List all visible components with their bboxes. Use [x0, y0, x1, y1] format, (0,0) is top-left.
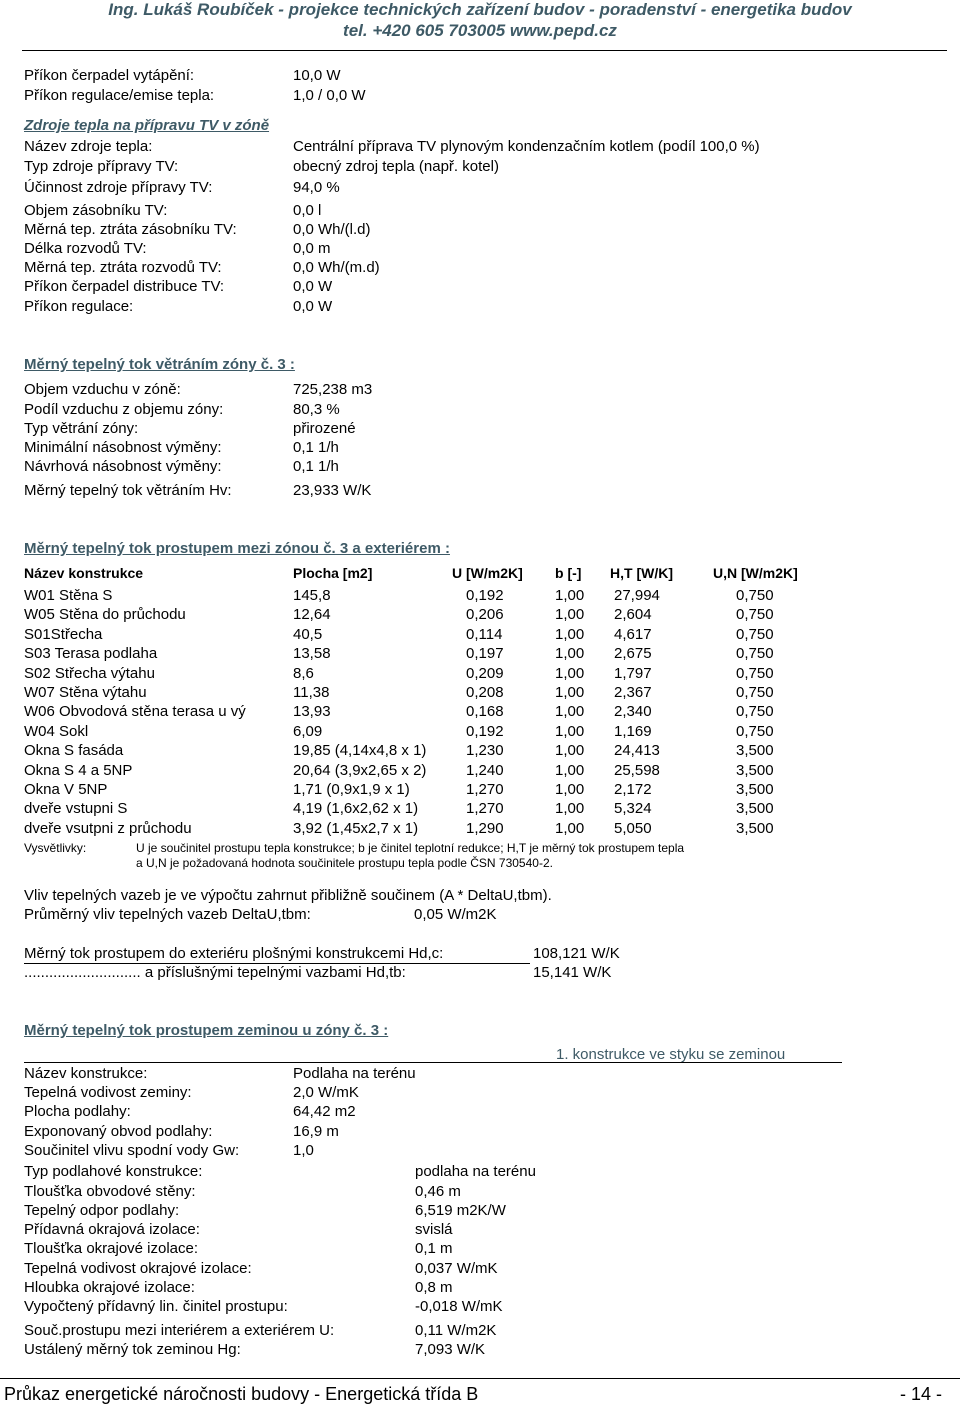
table-cell: S03 Terasa podlaha — [24, 645, 158, 662]
table-cell: 0,192 — [466, 723, 504, 740]
ground-label: Ustálený měrný tok zeminou Hg: — [24, 1341, 241, 1358]
ground-value: 0,8 m — [415, 1279, 453, 1296]
table-cell: 3,500 — [736, 800, 774, 817]
table-cell: 2,675 — [614, 645, 652, 662]
ground-label: Plocha podlahy: — [24, 1103, 131, 1120]
ground-value: 2,0 W/mK — [293, 1084, 359, 1101]
table-cell: 1,00 — [555, 781, 585, 798]
ground-title: Měrný tepelný tok prostupem zeminou u zóny č. 3 : — [24, 1022, 389, 1039]
table-cell: 2,367 — [614, 684, 652, 701]
table-cell: 1,00 — [555, 723, 585, 740]
table-cell: Okna S 4 a 5NP — [24, 762, 133, 779]
hdtb-value: 15,141 W/K — [533, 964, 612, 981]
ground-value: 0,11 W/m2K — [415, 1322, 497, 1339]
dhw-value: 0,0 m — [293, 240, 331, 257]
bridges-label: Průměrný vliv tepelných vazeb DeltaU,tbm: — [24, 906, 311, 923]
footer-page-number: - 14 - — [900, 1384, 943, 1404]
ground-label: Název konstrukce: — [24, 1065, 148, 1082]
ground-rule — [24, 1062, 842, 1063]
table-cell: 20,64 (3,9x2,65 x 2) — [293, 762, 427, 779]
ground-label: Součinitel vlivu spodní vody Gw: — [24, 1142, 240, 1159]
table-cell: 3,500 — [736, 820, 774, 837]
table-cell: 3,500 — [736, 781, 774, 798]
table-cell: 0,750 — [736, 606, 774, 623]
dhw-label: Příkon čerpadel distribuce TV: — [24, 278, 225, 295]
ground-value: -0,018 W/mK — [415, 1298, 503, 1315]
table-cell: 0,750 — [736, 665, 774, 682]
table-cell: 0,209 — [466, 665, 504, 682]
ventilation-label: Typ větrání zóny: — [24, 420, 139, 437]
column-header: Plocha [m2] — [293, 565, 373, 581]
table-cell: 0,114 — [466, 626, 503, 643]
ground-label: Hloubka okrajové izolace: — [24, 1279, 195, 1296]
table-cell: 0,197 — [466, 645, 504, 662]
table-cell: 1,00 — [555, 762, 585, 779]
table-cell: 0,750 — [736, 587, 774, 604]
table-cell: 8,6 — [293, 665, 314, 682]
table-cell: 4,19 (1,6x2,62 x 1) — [293, 800, 419, 817]
ground-value: 0,1 m — [415, 1240, 453, 1257]
hdtb-label: ............................ a příslušnými tepelnými vazbami Hd,tb: — [24, 964, 406, 981]
ground-label: Tloušťka okrajové izolace: — [24, 1240, 199, 1257]
table-cell: 2,172 — [614, 781, 652, 798]
legend-line-1: U je součinitel prostupu tepla konstrukce; b je činitel teplotní redukce; H,T je měrný tok prostupem tepla — [136, 841, 685, 855]
ground-label: Exponovaný obvod podlahy: — [24, 1123, 213, 1140]
column-header: H,T [W/K] — [610, 565, 673, 581]
table-cell: 1,00 — [555, 665, 585, 682]
table-cell: 24,413 — [614, 742, 660, 759]
table-cell: 12,64 — [293, 606, 331, 623]
table-cell: Okna S fasáda — [24, 742, 124, 759]
dhw-title: Zdroje tepla na přípravu TV v zóně — [24, 117, 270, 134]
ground-value: 0,46 m — [415, 1183, 461, 1200]
column-header: U,N [W/m2K] — [713, 565, 798, 581]
dhw-value: 94,0 % — [293, 179, 340, 196]
ground-label: Přídavná okrajová izolace: — [24, 1221, 200, 1238]
dhw-label: Název zdroje tepla: — [24, 138, 153, 155]
ground-label: Typ podlahové konstrukce: — [24, 1163, 203, 1180]
table-cell: 3,500 — [736, 742, 774, 759]
legend-line-2: a U,N je požadovaná hodnota součinitele prostupu tepla podle ČSN 730540-2. — [136, 856, 553, 870]
dhw-label: Měrná tep. ztráta rozvodů TV: — [24, 259, 222, 276]
table-cell: 0,168 — [466, 703, 504, 720]
table-cell: 4,617 — [614, 626, 652, 643]
table-cell: 0,208 — [466, 684, 504, 701]
ground-value: 16,9 m — [293, 1123, 339, 1140]
table-cell: 25,598 — [614, 762, 660, 779]
dhw-value: obecný zdroj tepla (např. kotel) — [293, 158, 499, 175]
ground-value: podlaha na terénu — [415, 1163, 536, 1180]
table-cell: 1,00 — [555, 684, 585, 701]
table-cell: 1,00 — [555, 742, 585, 759]
table-cell: 0,750 — [736, 645, 774, 662]
table-cell: 1,797 — [614, 665, 652, 682]
dhw-value: 0,0 Wh/(m.d) — [293, 259, 380, 276]
table-cell: S01Střecha — [24, 626, 103, 643]
table-cell: W07 Stěna výtahu — [24, 684, 147, 701]
table-cell: 13,58 — [293, 645, 331, 662]
table-cell: 2,340 — [614, 703, 652, 720]
table-cell: 1,00 — [555, 645, 585, 662]
table-cell: 145,8 — [293, 587, 331, 604]
table-cell: 1,240 — [466, 762, 504, 779]
hdc-label: Měrný tok prostupem do exteriéru plošnými konstrukcemi Hd,c: — [24, 945, 444, 962]
table-cell: 1,00 — [555, 626, 585, 643]
table-cell: S02 Střecha výtahu — [24, 665, 155, 682]
table-cell: 0,192 — [466, 587, 504, 604]
table-cell: 0,750 — [736, 723, 774, 740]
dhw-value: 0,0 W — [293, 298, 333, 315]
table-cell: 1,00 — [555, 703, 585, 720]
header-line-2: tel. +420 605 703005 www.pepd.cz — [343, 21, 617, 40]
table-cell: dveře vstupni S — [24, 800, 128, 817]
table-cell: 0,750 — [736, 684, 774, 701]
bridges-note: Vliv tepelných vazeb je ve výpočtu zahrnut přibližně součinem (A * DeltaU,tbm). — [24, 887, 552, 904]
dhw-label: Délka rozvodů TV: — [24, 240, 147, 257]
ventilation-label: Návrhová násobnost výměny: — [24, 458, 222, 475]
table-cell: 19,85 (4,14x4,8 x 1) — [293, 742, 427, 759]
dhw-label: Měrná tep. ztráta zásobníku TV: — [24, 221, 237, 238]
table-cell: 1,290 — [466, 820, 504, 837]
dhw-value: 0,0 Wh/(l.d) — [293, 221, 371, 238]
table-cell: dveře vsutpni z průchodu — [24, 820, 192, 837]
transmission-title: Měrný tepelný tok prostupem mezi zónou č. 3 a exteriérem : — [24, 540, 450, 557]
table-cell: 5,050 — [614, 820, 652, 837]
ground-value: Podlaha na terénu — [293, 1065, 416, 1082]
ground-label: Tloušťka obvodové stěny: — [24, 1183, 196, 1200]
heating-pumps-label: Příkon čerpadel vytápění: — [24, 67, 195, 84]
heating-pumps-value: 10,0 W — [293, 67, 341, 84]
table-cell: 1,270 — [466, 781, 504, 798]
ground-label: Vypočtený přídavný lin. činitel prostupu: — [24, 1298, 288, 1315]
table-cell: W05 Stěna do průchodu — [24, 606, 186, 623]
table-cell: 27,994 — [614, 587, 660, 604]
ventilation-value: 0,1 1/h — [293, 458, 339, 475]
table-cell: 1,230 — [466, 742, 504, 759]
ventilation-label: Objem vzduchu v zóně: — [24, 381, 181, 398]
dhw-label: Účinnost zdroje přípravy TV: — [24, 179, 213, 196]
dhw-label: Objem zásobníku TV: — [24, 202, 168, 219]
header-rule — [22, 50, 947, 51]
table-cell: W04 Sokl — [24, 723, 89, 740]
table-cell: W01 Stěna S — [24, 587, 113, 604]
table-cell: 1,270 — [466, 800, 504, 817]
table-cell: 11,38 — [293, 684, 330, 701]
legend-label: Vysvětlivky: — [24, 841, 87, 855]
table-cell: 2,604 — [614, 606, 652, 623]
dhw-label: Příkon regulace: — [24, 298, 134, 315]
column-header: Název konstrukce — [24, 565, 144, 581]
ground-value: svislá — [415, 1221, 453, 1238]
table-cell: 1,00 — [555, 587, 585, 604]
table-cell: 13,93 — [293, 703, 331, 720]
table-cell: 0,750 — [736, 703, 774, 720]
ground-value: 6,519 m2K/W — [415, 1202, 506, 1219]
footer-title: Průkaz energetické náročnosti budovy - Energetická třída B — [4, 1384, 479, 1404]
ventilation-value: 80,3 % — [293, 401, 340, 418]
ground-label: Souč.prostupu mezi interiérem a exteriérem U: — [24, 1322, 335, 1339]
hdc-value: 108,121 W/K — [533, 945, 620, 962]
ventilation-value: 23,933 W/K — [293, 482, 372, 499]
bridges-value: 0,05 W/m2K — [414, 906, 497, 923]
table-cell: 1,00 — [555, 820, 585, 837]
ground-value: 1,0 — [293, 1142, 314, 1159]
regulation-value: 1,0 / 0,0 W — [293, 87, 366, 104]
table-cell: 3,92 (1,45x2,7 x 1) — [293, 820, 419, 837]
ventilation-value: 725,238 m3 — [293, 381, 373, 398]
table-cell: W06 Obvodová stěna terasa u vý — [24, 703, 246, 720]
ground-label: Tepelná vodivost okrajové izolace: — [24, 1260, 252, 1277]
ground-value: 7,093 W/K — [415, 1341, 486, 1358]
table-cell: 6,09 — [293, 723, 323, 740]
ventilation-label: Měrný tepelný tok větráním Hv: — [24, 482, 232, 499]
ground-label: Tepelný odpor podlahy: — [24, 1202, 180, 1219]
footer-rule — [0, 1378, 960, 1379]
ventilation-label: Minimální násobnost výměny: — [24, 439, 222, 456]
table-cell: 1,169 — [614, 723, 652, 740]
dhw-value: 0,0 l — [293, 202, 322, 219]
column-header: U [W/m2K] — [452, 565, 523, 581]
table-cell: 1,71 (0,9x1,9 x 1) — [293, 781, 410, 798]
table-cell: 3,500 — [736, 762, 774, 779]
column-header: b [-] — [555, 565, 582, 581]
table-cell: 0,750 — [736, 626, 774, 643]
ventilation-label: Podíl vzduchu z objemu zóny: — [24, 401, 224, 418]
table-cell: 1,00 — [555, 800, 585, 817]
ground-construction-link[interactable]: 1. konstrukce ve styku se zeminou — [556, 1046, 786, 1063]
table-cell: 0,206 — [466, 606, 504, 623]
table-cell: Okna V 5NP — [24, 781, 108, 798]
table-cell: 40,5 — [293, 626, 323, 643]
header-line-1: Ing. Lukáš Roubíček - projekce technických zařízení budov - poradenství - energetika budov — [108, 0, 852, 19]
ground-value: 0,037 W/mK — [415, 1260, 498, 1277]
ground-value: 64,42 m2 — [293, 1103, 356, 1120]
table-cell: 5,324 — [614, 800, 652, 817]
ground-label: Tepelná vodivost zeminy: — [24, 1084, 192, 1101]
ventilation-title: Měrný tepelný tok větráním zóny č. 3 : — [24, 356, 295, 373]
dhw-value: Centrální příprava TV plynovým kondenzačním kotlem (podíl 100,0 %) — [293, 138, 760, 155]
ventilation-value: 0,1 1/h — [293, 439, 339, 456]
table-cell: 1,00 — [555, 606, 585, 623]
regulation-label: Příkon regulace/emise tepla: — [24, 87, 215, 104]
ventilation-value: přirozené — [293, 420, 356, 437]
dhw-value: 0,0 W — [293, 278, 333, 295]
dhw-label: Typ zdroje přípravy TV: — [24, 158, 179, 175]
